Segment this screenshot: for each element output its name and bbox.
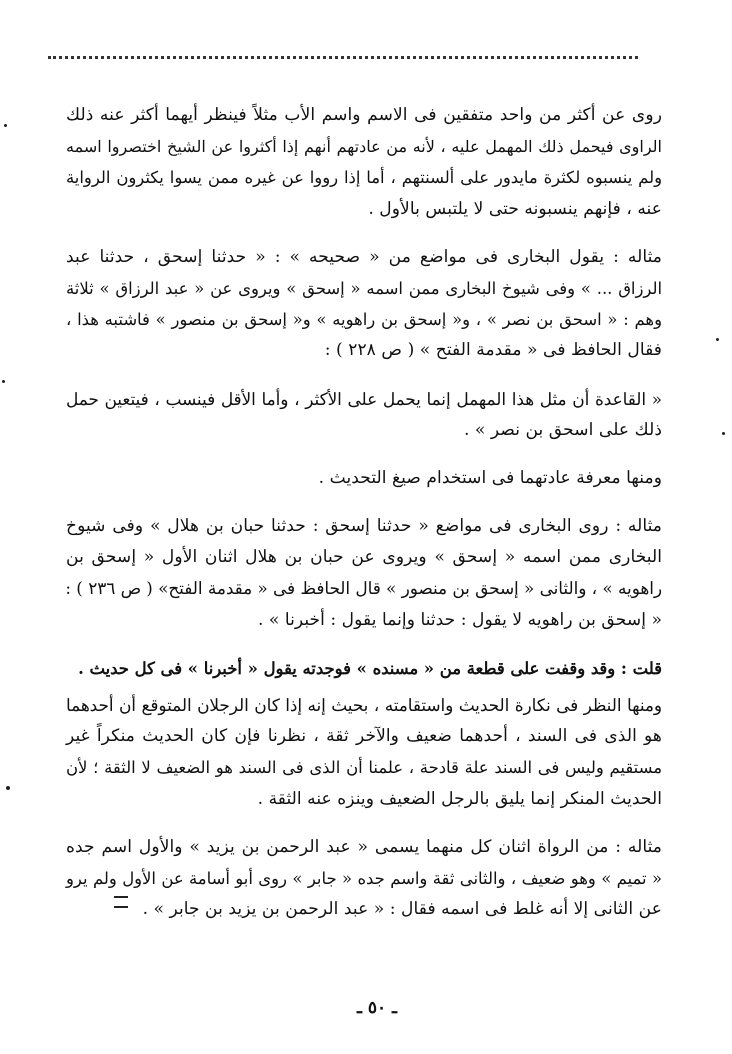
- margin-speck: [6, 786, 10, 790]
- text-line: ذلك على اسحق بن نصر » .: [463, 419, 662, 440]
- text-line: وهم : « اسحق بن نصر » ، و« إسحق بن راهويه » و« إسحق بن منصور » فاشتبه هذا ،: [66, 310, 662, 330]
- text-line: « القاعدة أن مثل هذا المهمل إنما يحمل على الأكثر ، وأما الأقل فينسب ، فيتعين حمل: [66, 388, 662, 409]
- text-line: ومنها النظر فى نكارة الحديث واستقامته ، بحيث إنه إذا كان الرجلان المتوقع أن أحدهما: [66, 695, 662, 715]
- text-line: فقال الحافظ فى « مقدمة الفتح » ( ص ٢٢٨ ) :: [324, 340, 662, 361]
- margin-speck: [4, 124, 7, 127]
- text-line: الحديث المنكر إنما يليق بالرجل الضعيف وينزه عنه الثقة .: [257, 788, 662, 809]
- text-line: البخارى ممن اسمه « إسحق » ويروى عن حبان بن هلال اثنان الأول « إسحق بن: [66, 547, 662, 568]
- text-line: قلت : وقد وقفت على قطعة من « مسنده » فوجدته يقول « أخبرنا » فى كل حديث .: [78, 658, 662, 678]
- text-line: مثاله : روى البخارى فى مواضع « حدثنا إسحق : حدثنا حبان بن هلال » وفى شيوخ: [66, 516, 662, 537]
- page-number: ـ ٥٠ ـ: [356, 998, 398, 1018]
- text-line: « إسحق بن راهويه لا يقول : حدثنا وإنما يقول : أخبرنا » .: [257, 609, 662, 630]
- text-line: مثاله : من الرواة اثنان كل منهما يسمى « عبد الرحمن بن يزيد » والأول اسم جده: [66, 836, 662, 857]
- page-body: [66, 100, 662, 925]
- paragraph: [66, 653, 662, 684]
- paragraph: [66, 384, 662, 446]
- paragraph: [66, 511, 662, 636]
- margin-speck: [2, 380, 5, 383]
- text-line: مستقيم وليس فى السند علة قادحة ، علمنا أن الذى فى السند هو الضعيف لا الثقة ؛ لأن: [66, 758, 662, 778]
- text-line: روى عن أكثر من واحد متفقين فى الاسم واسم الأب مثلاً فينظر أيهما أكثر عنه ذلك: [66, 105, 662, 125]
- text-line: عنه ، فإنهم ينسبونه حتى لا يلتبس بالأول .: [368, 198, 662, 219]
- top-dotted-rule: [48, 56, 638, 59]
- paragraph: [66, 690, 662, 815]
- text-line: مثاله : يقول البخارى فى مواضع من « صحيحه » : « حدثنا إسحق ، حدثنا عبد: [66, 246, 662, 267]
- paragraph: [66, 832, 662, 926]
- text-line: عن الثانى إلا أنه غلط فى اسمه فقال : « عبد الرحمن بن يزيد بن جابر » .: [142, 899, 662, 920]
- paragraph: [66, 242, 662, 367]
- paragraph: [66, 463, 662, 494]
- margin-speck: [722, 432, 725, 435]
- text-line: الرزاق ... » وفى شيوخ البخارى ممن اسمه « إسحق » ويروى عن « عبد الرزاق » ثلاثة: [66, 278, 662, 298]
- text-line: ولم ينسبوه لكثرة مايدور على ألسنتهم ، أما إذا رووا عن غيره ممن يسوا يكثرون الرواية: [66, 168, 662, 188]
- text-line: ومنها معرفة عادتهما فى استخدام صيغ التحديث .: [318, 467, 662, 488]
- end-mark: [114, 896, 128, 908]
- text-line: هو الذى فى السند ، أحدهما ضعيف والآخر ثقة ، نظرنا فإن كان الحديث منكراً غير: [66, 726, 662, 747]
- margin-speck: [716, 338, 719, 341]
- text-line: راهويه » ، والثانى « إسحق بن منصور » قال الحافظ فى « مقدمة الفتح» ( ص ٢٣٦ ) :: [65, 578, 662, 599]
- text-line: « تميم » وهو ضعيف ، والثانى ثقة واسم جده « جابر » روى أبو أسامة عن الأول ولم يرو: [66, 868, 662, 888]
- text-line: الراوى فيحمل ذلك المهمل عليه ، لأنه من عادتهم أنهم إذا أكثروا عن الشيخ اختصروا اسمه: [66, 137, 662, 157]
- paragraph: [66, 100, 662, 225]
